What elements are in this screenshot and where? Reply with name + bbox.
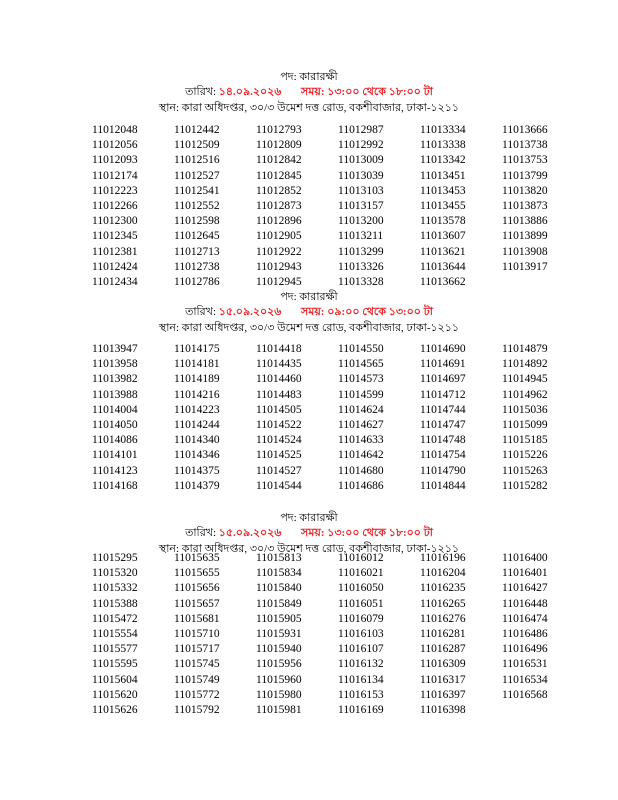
- roll-number: 11015980: [256, 688, 302, 701]
- venue-line: স্থান: কারা অধিদপ্তর, ৩০/৩ উমেশ দত্ত রোড, বকশীবাজার, ঢাকা-১২১১: [158, 322, 460, 334]
- roll-number: 11014945: [502, 373, 548, 386]
- roll-number: 11015295: [92, 552, 138, 564]
- roll-number: 11014892: [502, 358, 548, 371]
- post-value: কারারক্ষী: [299, 512, 338, 524]
- roll-number: 11014168: [92, 479, 138, 492]
- roll-number: 11012905: [256, 230, 302, 243]
- time-value: ১৩:০০ থেকে ১৮:০০ টা: [327, 527, 433, 539]
- roll-number: 11013753: [502, 154, 548, 167]
- roll-number: 11012842: [256, 154, 302, 167]
- roll-number: 11014744: [420, 403, 466, 416]
- roll-number: 11012852: [256, 184, 302, 197]
- roll-number: 11014483: [256, 388, 302, 401]
- roll-number: 11016134: [338, 673, 384, 686]
- roll-number: 11014680: [338, 464, 384, 477]
- roll-number: 11013799: [502, 169, 548, 182]
- roll-number: 11014418: [256, 343, 302, 355]
- roll-number: 11016265: [420, 597, 466, 610]
- roll-number: 11016400: [502, 552, 548, 564]
- roll-number: 11012845: [256, 169, 302, 182]
- venue-line: স্থান: কারা অধিদপ্তর, ৩০/৩ উমেশ দত্ত রোড, বকশীবাজার, ঢাকা-১২১১: [158, 102, 460, 114]
- roll-number: 11015656: [174, 582, 220, 595]
- roll-number: 11015849: [256, 597, 302, 610]
- roll-number: 11012223: [92, 184, 138, 197]
- roll-number: 11014375: [174, 464, 220, 477]
- roll-number: 11014599: [338, 388, 384, 401]
- post-heading: [0, 290, 618, 304]
- roll-number: 11014748: [420, 434, 466, 447]
- roll-number: 11014175: [174, 343, 220, 355]
- roll-number: 11013982: [92, 373, 138, 386]
- roll-number: 11016401: [502, 567, 548, 580]
- roll-number: 11012048: [92, 124, 138, 136]
- roll-number: 11015940: [256, 643, 302, 656]
- roll-number: 11014435: [256, 358, 302, 371]
- roll-number: 11012345: [92, 230, 138, 243]
- roll-number: 11015840: [256, 582, 302, 595]
- roll-number: 11014712: [420, 388, 466, 401]
- roll-number: 11014086: [92, 434, 138, 447]
- roll-number: 11016107: [338, 643, 384, 656]
- schedule-section-3: [0, 511, 618, 556]
- roll-number: 11015626: [92, 704, 138, 717]
- roll-number: 11015745: [174, 658, 220, 671]
- roll-number: 11013451: [420, 169, 466, 182]
- roll-number: 11016235: [420, 582, 466, 595]
- roll-number: 11014522: [256, 419, 302, 432]
- roll-number: 11016309: [420, 658, 466, 671]
- roll-number: 11014573: [338, 373, 384, 386]
- roll-number: 11014844: [420, 479, 466, 492]
- roll-number: 11013157: [338, 200, 384, 213]
- roll-number: 11013453: [420, 184, 466, 197]
- roll-number: 11014747: [420, 419, 466, 432]
- roll-number: 11012738: [174, 260, 220, 273]
- roll-grid-2: [92, 342, 584, 494]
- roll-number: 11012434: [92, 276, 138, 289]
- roll-number: 11016204: [420, 567, 466, 580]
- roll-number: 11013039: [338, 169, 384, 182]
- roll-number: 11013009: [338, 154, 384, 167]
- roll-number: 11012793: [256, 124, 302, 136]
- roll-number: 11012300: [92, 215, 138, 228]
- roll-number: 11015595: [92, 658, 138, 671]
- date-value: ১৪.০৯.২০২৬: [218, 86, 282, 98]
- roll-number: 11014379: [174, 479, 220, 492]
- roll-number: 11014544: [256, 479, 302, 492]
- roll-number: 11012509: [174, 139, 220, 152]
- roll-number: 11016051: [338, 597, 384, 610]
- time-label: সময়:: [300, 306, 325, 318]
- date-time-line: [0, 305, 618, 319]
- post-heading: [0, 511, 618, 525]
- roll-number: 11015604: [92, 673, 138, 686]
- date-label: তারিখ:: [185, 527, 217, 539]
- roll-number: 11013334: [420, 124, 466, 136]
- post-heading: [0, 70, 618, 84]
- date-label: তারিখ:: [185, 306, 217, 318]
- roll-number: 11015960: [256, 673, 302, 686]
- roll-number: 11015620: [92, 688, 138, 701]
- roll-grid-1: [92, 123, 584, 290]
- roll-number: 11016568: [502, 688, 548, 701]
- roll-number: 11015036: [502, 403, 548, 416]
- roll-number: 11014624: [338, 403, 384, 416]
- roll-number: 11015226: [502, 449, 548, 462]
- roll-number: 11015554: [92, 628, 138, 641]
- roll-number: 11015472: [92, 612, 138, 625]
- roll-number: 11013621: [420, 245, 466, 258]
- roll-number: 11012093: [92, 154, 138, 167]
- roll-number: 11012945: [256, 276, 302, 289]
- roll-number: 11014691: [420, 358, 466, 371]
- roll-number: 11016448: [502, 597, 548, 610]
- roll-number: 11013644: [420, 260, 466, 273]
- roll-number: 11015931: [256, 628, 302, 641]
- roll-number: 11012943: [256, 260, 302, 273]
- roll-number: 11012516: [174, 154, 220, 167]
- roll-number: 11014962: [502, 388, 548, 401]
- roll-number: 11014550: [338, 343, 384, 355]
- roll-number: 11012786: [174, 276, 220, 289]
- roll-number: 11016287: [420, 643, 466, 656]
- roll-number: 11014524: [256, 434, 302, 447]
- time-label: সময়:: [300, 527, 325, 539]
- roll-number: 11012713: [174, 245, 220, 258]
- roll-number: 11013326: [338, 260, 384, 273]
- roll-number: 11013578: [420, 215, 466, 228]
- roll-number: 11012598: [174, 215, 220, 228]
- time-label: সময়:: [300, 86, 325, 98]
- roll-number: 11015834: [256, 567, 302, 580]
- roll-number: 11013947: [92, 343, 138, 355]
- roll-number: 11014505: [256, 403, 302, 416]
- roll-number: 11014189: [174, 373, 220, 386]
- roll-number: 11012922: [256, 245, 302, 258]
- date-time-line: [0, 526, 618, 540]
- roll-number: 11016012: [338, 552, 384, 564]
- roll-number: 11016398: [420, 704, 466, 717]
- roll-number: 11016474: [502, 612, 548, 625]
- venue-line: স্থান: কারা অধিদপ্তর, ৩০/৩ উমেশ দত্ত রোড, বকশীবাজার, ঢাকা-১২১১: [158, 543, 460, 555]
- date-value: ১৫.০৯.২০২৬: [218, 306, 282, 318]
- roll-number: 11013338: [420, 139, 466, 152]
- roll-number: 11015185: [502, 434, 548, 447]
- roll-number: 11015635: [174, 552, 220, 564]
- roll-number: 11015681: [174, 612, 220, 625]
- roll-number: 11013958: [92, 358, 138, 371]
- roll-number: 11016317: [420, 673, 466, 686]
- roll-number: 11014686: [338, 479, 384, 492]
- roll-number: 11015710: [174, 628, 220, 641]
- roll-number: 11013328: [338, 276, 384, 289]
- roll-number: 11015905: [256, 612, 302, 625]
- roll-number: 11016496: [502, 643, 548, 656]
- roll-number: 11012809: [256, 139, 302, 152]
- roll-number: 11013917: [502, 260, 548, 273]
- roll-number: 11012056: [92, 139, 138, 152]
- date-label: তারিখ:: [185, 86, 217, 98]
- roll-number: 11013873: [502, 200, 548, 213]
- roll-number: 11014101: [92, 449, 138, 462]
- roll-number: 11013299: [338, 245, 384, 258]
- roll-number: 11014565: [338, 358, 384, 371]
- roll-number: 11012442: [174, 124, 220, 136]
- roll-number: 11014642: [338, 449, 384, 462]
- schedule-section-1: [0, 70, 618, 115]
- roll-number: 11015332: [92, 582, 138, 595]
- roll-number: 11013607: [420, 230, 466, 243]
- roll-number: 11012873: [256, 200, 302, 213]
- roll-number: 11014123: [92, 464, 138, 477]
- roll-number: 11014754: [420, 449, 466, 462]
- roll-number: 11013886: [502, 215, 548, 228]
- roll-number: 11012527: [174, 169, 220, 182]
- roll-grid-3: [92, 551, 584, 718]
- roll-number: 11014050: [92, 419, 138, 432]
- roll-number: 11013666: [502, 124, 548, 136]
- roll-number: 11014223: [174, 403, 220, 416]
- roll-number: 11015282: [502, 479, 548, 492]
- roll-number: 11014004: [92, 403, 138, 416]
- roll-number: 11015717: [174, 643, 220, 656]
- roll-number: 11014181: [174, 358, 220, 371]
- roll-number: 11015772: [174, 688, 220, 701]
- roll-number: 11014690: [420, 343, 466, 355]
- roll-number: 11013988: [92, 388, 138, 401]
- roll-number: 11013899: [502, 230, 548, 243]
- roll-number: 11015320: [92, 567, 138, 580]
- roll-number: 11016486: [502, 628, 548, 641]
- roll-number: 11016050: [338, 582, 384, 595]
- roll-number: 11016281: [420, 628, 466, 641]
- roll-number: 11013738: [502, 139, 548, 152]
- roll-number: 11016427: [502, 582, 548, 595]
- roll-number: 11016534: [502, 673, 548, 686]
- roll-number: 11012174: [92, 169, 138, 182]
- roll-number: 11012645: [174, 230, 220, 243]
- roll-number: 11014627: [338, 419, 384, 432]
- roll-number: 11014216: [174, 388, 220, 401]
- roll-number: 11014244: [174, 419, 220, 432]
- roll-number: 11013662: [420, 276, 466, 289]
- date-time-line: [0, 85, 618, 99]
- roll-number: 11012381: [92, 245, 138, 258]
- date-value: ১৫.০৯.২০২৬: [218, 527, 282, 539]
- roll-number: 11014790: [420, 464, 466, 477]
- time-value: ১৩:০০ থেকে ১৮:০০ টা: [327, 86, 433, 98]
- roll-number: 11012266: [92, 200, 138, 213]
- roll-number: 11016079: [338, 612, 384, 625]
- roll-number: 11016021: [338, 567, 384, 580]
- post-value: কারারক্ষী: [299, 71, 338, 83]
- roll-number: 11015577: [92, 643, 138, 656]
- roll-number: 11015792: [174, 704, 220, 717]
- roll-number: 11013103: [338, 184, 384, 197]
- roll-number: 11014697: [420, 373, 466, 386]
- roll-number: 11015956: [256, 658, 302, 671]
- roll-number: 11014633: [338, 434, 384, 447]
- roll-number: 11015099: [502, 419, 548, 432]
- schedule-section-2: [0, 290, 618, 335]
- roll-number: 11012896: [256, 215, 302, 228]
- roll-number: 11016103: [338, 628, 384, 641]
- roll-number: 11016196: [420, 552, 466, 564]
- roll-number: 11013211: [338, 230, 384, 243]
- roll-number: 11016169: [338, 704, 384, 717]
- roll-number: 11012424: [92, 260, 138, 273]
- roll-number: 11014525: [256, 449, 302, 462]
- post-label: পদ:: [280, 291, 297, 303]
- post-label: পদ:: [280, 71, 297, 83]
- roll-number: 11016397: [420, 688, 466, 701]
- roll-number: 11014527: [256, 464, 302, 477]
- roll-number: 11014340: [174, 434, 220, 447]
- roll-number: 11015388: [92, 597, 138, 610]
- roll-number: 11015657: [174, 597, 220, 610]
- roll-number: 11015981: [256, 704, 302, 717]
- roll-number: 11016153: [338, 688, 384, 701]
- roll-number: 11015813: [256, 552, 302, 564]
- roll-number: 11016531: [502, 658, 548, 671]
- time-value: ০৯:০০ থেকে ১৩:০০ টা: [327, 306, 433, 318]
- roll-number: 11016276: [420, 612, 466, 625]
- roll-number: 11013200: [338, 215, 384, 228]
- roll-number: 11012552: [174, 200, 220, 213]
- roll-number: 11014879: [502, 343, 548, 355]
- roll-number: 11016132: [338, 658, 384, 671]
- roll-number: 11013908: [502, 245, 548, 258]
- roll-number: 11012992: [338, 139, 384, 152]
- roll-number: 11013342: [420, 154, 466, 167]
- roll-number: 11012987: [338, 124, 384, 136]
- roll-number: 11014346: [174, 449, 220, 462]
- roll-number: 11015655: [174, 567, 220, 580]
- post-value: কারারক্ষী: [299, 291, 338, 303]
- roll-number: 11013820: [502, 184, 548, 197]
- roll-number: 11012541: [174, 184, 220, 197]
- roll-number: 11015263: [502, 464, 548, 477]
- roll-number: 11014460: [256, 373, 302, 386]
- post-label: পদ:: [280, 512, 297, 524]
- roll-number: 11013455: [420, 200, 466, 213]
- roll-number: 11015749: [174, 673, 220, 686]
